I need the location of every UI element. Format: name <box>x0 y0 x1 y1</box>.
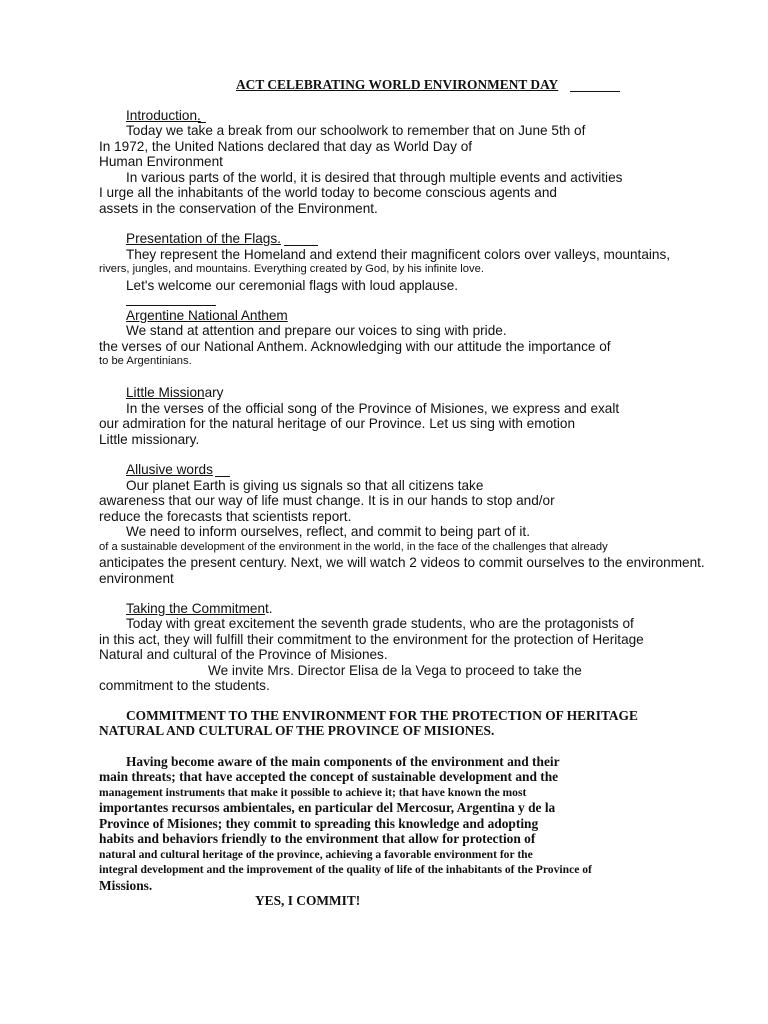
paragraph-line: We invite Mrs. Director Elisa de la Vega to proceed to take the <box>208 663 582 678</box>
document-title: ACT CELEBRATING WORLD ENVIRONMENT DAY <box>236 77 559 92</box>
paragraph-line: Let's welcome our ceremonial flags with loud applause. <box>126 278 459 293</box>
paragraph-line: of a sustainable development of the environment in the world, in the face of the challenges that already <box>99 541 608 553</box>
title-underline-extension <box>570 91 620 92</box>
paragraph-line: Natural and cultural of the Province of Misiones. <box>99 647 388 662</box>
pledge-line: natural and cultural heritage of the province, achieving a favorable environment for the <box>99 848 533 861</box>
paragraph-line: our admiration for the natural heritage of our Province. Let us sing with emotion <box>99 416 576 431</box>
pledge-heading: COMMITMENT TO THE ENVIRONMENT FOR THE PROTECTION OF HERITAGE <box>126 708 638 723</box>
heading-underline-extension <box>284 245 318 246</box>
paragraph-line: Human Environment <box>99 154 223 169</box>
paragraph-line: Today we take a break from our schoolwork to remember that on June 5th of <box>126 123 586 138</box>
paragraph-line: the verses of our National Anthem. Acknowledging with our attitude the importance of <box>99 339 611 354</box>
paragraph-line: anticipates the present century. Next, we will watch 2 videos to commit ourselves to the environment. <box>99 555 705 570</box>
paragraph-line: commitment to the students. <box>99 678 270 693</box>
paragraph-line: rivers, jungles, and mountains. Everything created by God, by his infinite love. <box>99 263 484 275</box>
paragraph-line: Today with great excitement the seventh grade students, who are the protagonists of <box>126 616 634 631</box>
paragraph-line: in this act, they will fulfill their commitment to the environment for the protection of Heritage <box>99 632 644 647</box>
paragraph-line: environment <box>99 571 174 586</box>
missionary-heading-rest: ary <box>204 385 224 400</box>
pledge-line: main threats; that have accepted the concept of sustainable development and the <box>99 769 559 784</box>
introduction-heading: Introduction. <box>126 108 201 123</box>
heading-overline <box>126 305 216 306</box>
missionary-heading-underlined: Little Mission <box>126 385 205 400</box>
paragraph-line: I urge all the inhabitants of the world today to become conscious agents and <box>99 185 557 200</box>
pledge-line: Missions. <box>99 878 153 893</box>
commitment-heading-underlined: Taking the Commitmen <box>126 601 266 616</box>
paragraph-line: to be Argentinians. <box>99 355 192 367</box>
paragraph-line: Little missionary. <box>99 432 200 447</box>
paragraph-line: We need to inform ourselves, reflect, and commit to being part of it. <box>126 524 530 539</box>
pledge-line: habits and behaviors friendly to the environment that allow for protection of <box>99 831 536 846</box>
paragraph-line: reduce the forecasts that scientists report. <box>99 509 352 524</box>
pledge-line: Having become aware of the main components of the environment and their <box>126 754 560 769</box>
paragraph-line: awareness that our way of life must change. It is in our hands to stop and/or <box>99 493 555 508</box>
pledge-heading: NATURAL AND CULTURAL OF THE PROVINCE OF MISIONES. <box>99 723 495 738</box>
pledge-closing: YES, I COMMIT! <box>255 893 361 908</box>
commitment-heading-rest: t. <box>265 601 273 616</box>
anthem-heading: Argentine National Anthem <box>126 308 288 323</box>
paragraph-line: We stand at attention and prepare our voices to sing with pride. <box>126 323 507 338</box>
flags-heading: Presentation of the Flags. <box>126 231 281 246</box>
paragraph-line: assets in the conservation of the Environment. <box>99 201 378 216</box>
paragraph-line: They represent the Homeland and extend their magnificent colors over valleys, mountains, <box>126 247 671 262</box>
allusive-heading: Allusive words <box>126 462 213 477</box>
commitment-section-heading <box>126 601 273 616</box>
pledge-line: Province of Misiones; they commit to spreading this knowledge and adopting <box>99 816 539 831</box>
paragraph-line: Our planet Earth is giving us signals so that all citizens take <box>126 478 484 493</box>
paragraph-line: In 1972, the United Nations declared that day as World Day of <box>99 139 473 154</box>
paragraph-line: In the verses of the official song of the Province of Misiones, we express and exalt <box>126 401 620 416</box>
pledge-line: integral development and the improvement of the quality of life of the inhabitants of the Province of <box>99 863 592 876</box>
heading-underline-extension <box>215 476 230 477</box>
missionary-heading <box>126 385 223 400</box>
pledge-line: importantes recursos ambientales, en particular del Mercosur, Argentina y de la <box>99 800 556 815</box>
pledge-line: management instruments that make it possible to achieve it; that have known the most <box>99 786 527 799</box>
paragraph-line: In various parts of the world, it is desired that through multiple events and activities <box>126 170 623 185</box>
